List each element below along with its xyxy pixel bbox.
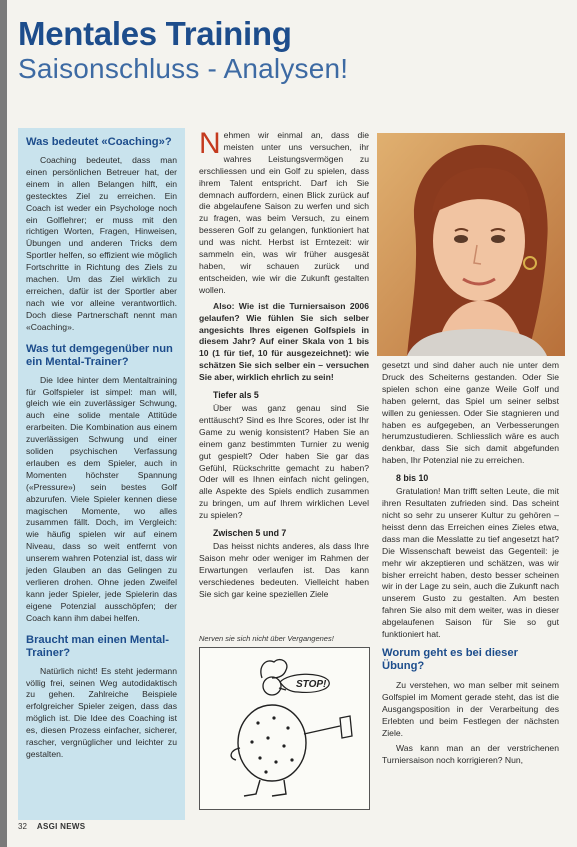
sidebar-heading-coaching: Was bedeutet «Coaching»? (26, 136, 172, 148)
cartoon-caption: Nerven sie sich nicht über Vergangenes! (199, 634, 334, 643)
cartoon-illustration (199, 647, 370, 810)
paragraph-below-5: Über was ganz genau sind Sie enttäuscht? Sind es Ihre Scores, oder ist Ihr Game zu wenig konsistent? Haben Sie an einem ganz bestimmten Turnier zu wenig gut gespielt? Oder haben Sie gar das Gefühl, Rückschritte gemacht zu haben? Oder will es Ihnen einfach nicht gelingen, alle Aspekte des Spiels endlich zusammen zu bringen, um auf Ihrem wirklichen Level zu spielen? (199, 403, 369, 521)
intro-paragraph (199, 127, 369, 297)
paragraph-5-to-7-continued: gesetzt und sind daher auch nie unter dem Druck des Scheiterns gestanden. Oder Sie spielen schon eine ganze Weile Golf und haben gelernt, das Spiel um seiner selbst willen zu geniessen. Oder Sie stagnieren und haben es aufgegeben, an Verbesserungen herumzustudieren. Schliesslich wäre es auch denkbar, dass Sie sich damit abgefunden haben, Ihr Potenzial nie zu erreichen. (382, 360, 559, 466)
paragraph-exercise-2: Was kann man an der verstrichenen Turniersaison noch korrigieren? Nun, (382, 743, 559, 766)
article-header (18, 16, 573, 86)
sidebar-heading-mental-trainer: Was tut demgegenüber nun ein Mental-Trainer? (26, 342, 173, 368)
subheading-exercise: Worum geht es bei dieser Übung? (382, 646, 518, 672)
article-title: Mentales Training (18, 15, 292, 52)
article-column-middle (199, 127, 369, 605)
author-photo (377, 133, 565, 356)
subheading-5-to-7: Zwischen 5 und 7 (213, 528, 287, 539)
sidebar-paragraph: Coaching bedeutet, dass man einen persönlichen Betreuer hat, der einem in allen Belangen hilft, ein gestecktes Ziel zu erreichen. Ein Coach ist weder ein Psychologe noch ein Golflehrer; er muss mit den richtigen Worten, Fragen, Hinweisen, Übungen und anderen Tricks dem Sportler helfen, so effizient wie möglich Fortschritte in Richtung des Ziels zu machen. Um das Ziel wirklich zu erreichen, dafür ist der Sportler aber nach wie vor alleine verantwortlich. Doch diese Partnerschaft nennt man «Coaching». (26, 155, 177, 332)
paragraph-5-to-7: Das heisst nichts anderes, als dass Ihre Saison mehr oder weniger im Rahmen der Erwartungen verlaufen ist. Das kann verschiedenes bedeuten. Vielleicht haben Sie sich gar keine speziellen Ziele (199, 541, 369, 599)
info-sidebar (18, 128, 185, 820)
page-edge (0, 0, 7, 847)
drop-cap: N (199, 127, 221, 160)
article-subtitle: Saisonschluss - Analysen! (18, 53, 349, 84)
magazine-name: ASGI NEWS (36, 822, 86, 831)
page-footer (18, 822, 85, 831)
paragraph-exercise-1: Zu verstehen, wo man selber mit seinem Golfspiel im Moment gerade steht, das ist die Ausgangsposition in der Verarbeitung des Erlebten und beim Festlegen der nächsten Ziele. (382, 679, 559, 738)
subheading-below-5: Tiefer als 5 (213, 390, 259, 401)
article-column-right (382, 360, 559, 771)
subheading-8-to-10: 8 bis 10 (396, 473, 429, 484)
question-paragraph: Also: Wie ist die Turniersaison 2006 gelaufen? Wie fühlen Sie sich selber angesichts Ihres eigenen Golfspiels in diesem Jahr? Auf einer Skala von 1 bis 10 (1 für tief, 10 für ausgezeichnet): wie schätzen Sie sich selber ein – versuchen Sie aber, wirklich ehrlich zu sein! (199, 300, 369, 383)
sidebar-paragraph: Die Idee hinter dem Mentaltraining für Golfspieler ist simpel: man will, gleich wie ein zuverlässiger Schwung, auch eine solide mentale Attitüde erarbeiten. Die Kombination aus einem zuverlässigen Schwung und einer soliden psychischen Verfassung erlauben es dem Spieler, auch in Momenten höchster Spannung («Pressure») sein bestes Golf abzurufen. Viele Spieler kennen diese magischen Momente, wo alles zusammen fällt. Doch, im Vergleich: wie häufig spielen wir auf einem Niveau, dass so weit entfernt von unserem wahren Potenzial ist, dass wir jeden Glauben an das Gelingen zu verlieren drohen. Ohne jeden Zweifel kann jeder Spieler, jede Spielerin das eigene Potenzial ausschöpfen; der Coach kann ihm dabei helfen. (26, 374, 177, 623)
intro-text: ehmen wir einmal an, dass die meisten unter uns versuchen, ihr wahres Leistungsvermögen zu erschliessen und ein Golf zu spielen, dass ihrem Talent entspricht. Darf ich Sie demnach auffordern, einen Blick zurück auf die abgelaufene Saison zu werfen und sich zu fragen, was beim Versuch, zu einem besseren Golf zu gelangen, funktioniert hat und was nicht. Herbst ist Erntezeit: wir sammeln ein, was wir früher ausgesät haben, wir schauen zurück und entscheiden, wie wir die Zukunft gestalten wollen. (199, 130, 369, 295)
paragraph-8-to-10: Gratulation! Man trifft selten Leute, die mit ihren Resultaten zufrieden sind. Das scheint nicht so sehr zu unserer Kultur zu gehören – heisst denn das Erreichen eines Zieles etwa, dass man die Messlatte zu tief angesetzt hat? Die Wissenschaft beweist das Gegenteil: je mehr wir akzeptieren und schätzen, was wir bisher erreicht haben, desto besser scheinen wir in der Lage zu sein, auch die Zukunft nach unserem Gusto zu gestalten. Am besten fahren Sie also mit dem weiter, was in dieser abgelaufenen Saison für Sie so gut funktioniert hat. (382, 486, 559, 640)
speech-bubble-text: STOP! (296, 679, 327, 690)
page-number: 32 (18, 822, 27, 831)
sidebar-heading-need-trainer: Braucht man einen Mental-Trainer? (26, 633, 169, 659)
sidebar-paragraph: Natürlich nicht! Es steht jedermann völlig frei, seinen Weg autodidaktisch zu gehen. Zahlreiche Beispiele erfolgreicher Spieler zeigen, dass das möglich ist. Die Idee des Coaching ist es, diesen Prozess einfacher, sicherer, rascher, vergnüglicher und leichter zu gestalten. (26, 665, 177, 759)
